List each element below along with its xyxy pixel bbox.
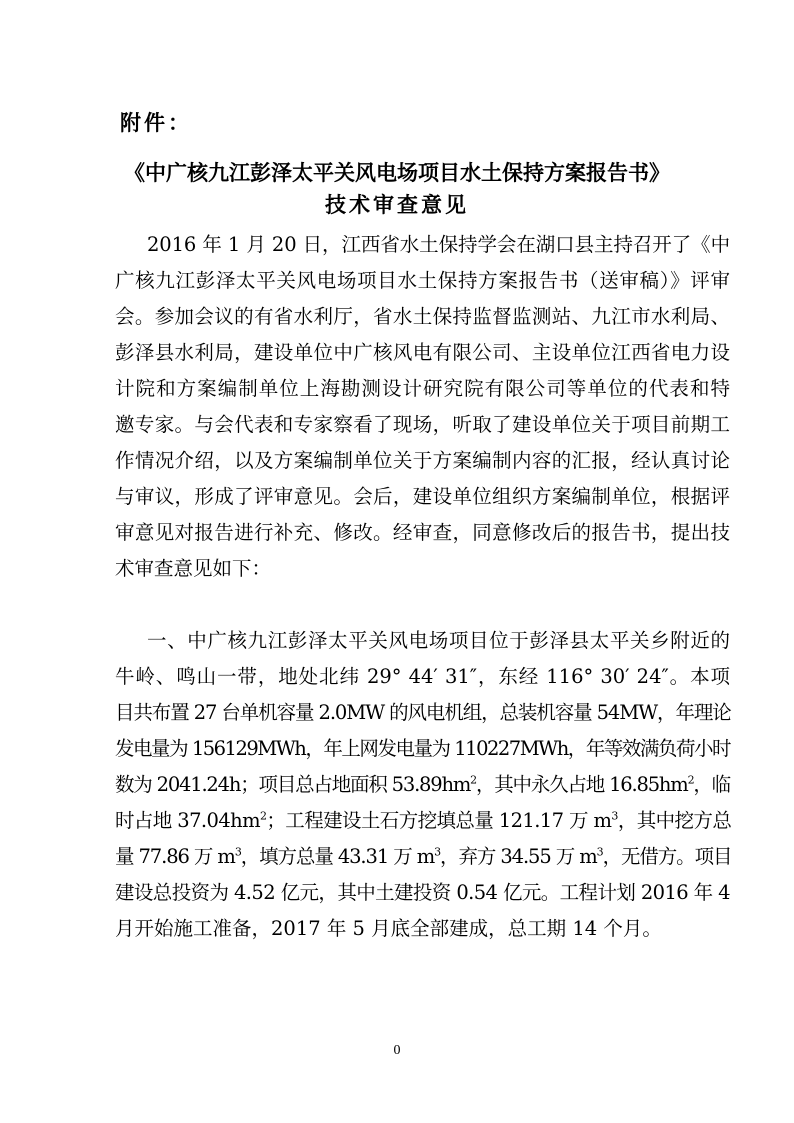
paragraph-line [115,808,730,834]
paragraph-line: 邀专家。与会代表和专家察看了现场，听取了建设单位关于项目前期工 [115,413,730,436]
paragraph-line [115,772,730,798]
paragraph-line: 月开始施工准备，2017 年 5 月底全部建成，总工期 14 个月。 [115,917,662,940]
paragraph-line: 牛岭、鸣山一带，地处北纬 29° 44′ 31″，东经 116° 30′ 24″。本项 [115,665,730,688]
superscript: 3 [611,809,618,823]
text-segment: 数为 2041.24h；项目总占地面积 53.89hm [115,773,471,796]
paragraph-line: 彭泽县水利局，建设单位中广核风电有限公司、主设单位江西省电力设 [115,341,730,364]
paragraph-line: 目共布置 27 台单机容量 2.0MW 的风电机组，总装机容量 54MW，年理论 [115,701,731,724]
page-number: 0 [393,1043,401,1058]
paragraph-line: 审意见对报告进行补充、修改。经审查，同意修改后的报告书，提出技 [115,521,730,544]
text-segment: 时占地 37.04hm [115,809,260,832]
paragraph-line: 作情况介绍，以及方案编制单位关于方案编制内容的汇报，经认真讨论 [115,449,730,472]
text-segment: ，无借方。项目 [602,845,732,868]
paragraph-line: 与审议，形成了评审意见。会后，建设单位组织方案编制单位，根据评 [115,485,730,508]
superscript: 2 [470,773,476,787]
document-title: 《中广核九江彭泽太平关风电场项目水土保持方案报告书》 [124,161,670,185]
text-segment: ，弃方 34.55 万 m [440,845,597,868]
superscript: 2 [687,773,694,787]
paragraph-line: 建设总投资为 4.52 亿元，其中土建投资 0.54 亿元。工程计划 2016 年 4 [115,881,730,904]
text-segment: ，其中挖方总 [617,809,732,832]
paragraph-line [115,844,730,870]
text-segment: ，其中永久占地 16.85hm [475,773,688,796]
paragraph-line: 术审查意见如下： [115,557,272,580]
text-segment: ，填方总量 43.31 万 m [240,845,435,868]
text-segment: ，临 [693,773,730,796]
superscript: 2 [259,809,267,823]
paragraph-line: 广核九江彭泽太平关风电场项目水土保持方案报告书（送审稿）》评审 [115,269,730,292]
superscript: 3 [434,845,441,859]
superscript: 3 [234,845,241,859]
text-segment: 量 77.86 万 m [115,845,235,868]
document-subtitle: 技术审查意见 [325,193,469,217]
paragraph-line: 计院和方案编制单位上海勘测设计研究院有限公司等单位的代表和特 [115,377,730,400]
paragraph-line: 发电量为 156129MWh，年上网发电量为 110227MWh，年等效满负荷小时 [115,737,730,760]
text-segment: ；工程建设土石方挖填总量 121.17 万 m [266,809,612,832]
paragraph-line: 一、中广核九江彭泽太平关风电场项目位于彭泽县太平关乡附近的 [147,629,730,652]
attachment-label: 附件： [120,111,192,135]
paragraph-line: 2016 年 1 月 20 日，江西省水土保持学会在湖口县主持召开了《中 [147,233,730,256]
superscript: 3 [596,845,603,859]
paragraph-line: 会。参加会议的有省水利厅，省水土保持监督监测站、九江市水利局、 [115,305,730,328]
